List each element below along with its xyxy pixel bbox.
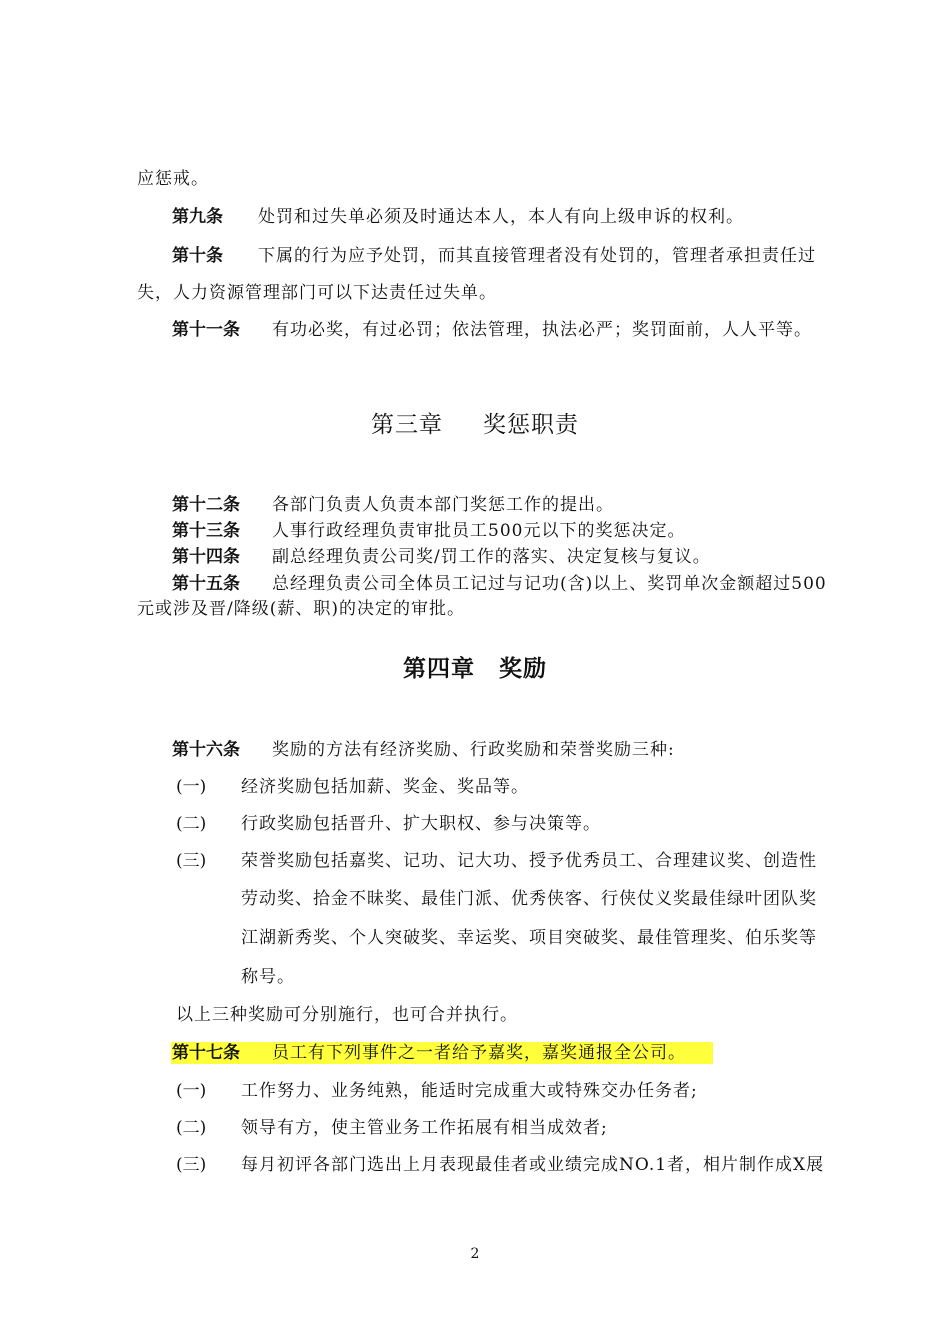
item-number: (一)	[176, 777, 207, 797]
article-label: 第十五条	[172, 574, 240, 594]
article-label: 第十四条	[172, 547, 240, 567]
article-text: 员工有下列事件之一者给予嘉奖，嘉奖通报全公司。	[272, 1043, 686, 1063]
article-label: 第十七条	[172, 1043, 240, 1063]
item-text: 经济奖励包括加薪、奖金、奖品等。	[241, 777, 529, 797]
item-text: 每月初评各部门选出上月表现最佳者或业绩完成NO.1者，相片制作成X展	[241, 1155, 825, 1175]
article-label: 第十条	[172, 246, 223, 266]
article-label: 第十六条	[172, 740, 240, 760]
article-label: 第九条	[172, 207, 223, 227]
item-text: 江湖新秀奖、个人突破奖、幸运奖、项目突破奖、最佳管理奖、伯乐奖等	[241, 928, 817, 948]
article-text: 处罚和过失单必须及时通达本人，本人有向上级申诉的权利。	[258, 207, 744, 227]
article-text-cont: 失，人力资源管理部门可以下达责任过失单。	[137, 283, 497, 303]
chapter-3-heading	[0, 410, 950, 440]
article-label: 第十三条	[172, 521, 240, 541]
chapter-name: 奖惩职责	[483, 412, 579, 438]
chapter-number: 第三章	[371, 412, 443, 438]
item-number: (一)	[176, 1081, 207, 1101]
article-label: 第十二条	[172, 495, 240, 515]
item-text: 荣誉奖励包括嘉奖、记功、记大功、授予优秀员工、合理建议奖、创造性	[241, 851, 817, 871]
chapter-4-heading	[0, 654, 950, 684]
item-number: (三)	[176, 851, 207, 871]
article-text: 奖励的方法有经济奖励、行政奖励和荣誉奖励三种:	[272, 740, 675, 760]
article-label: 第十一条	[172, 320, 240, 340]
page-number: 2	[470, 1246, 480, 1262]
chapter-name: 奖励	[499, 656, 547, 682]
note-text: 以上三种奖励可分别施行，也可合并执行。	[176, 1005, 518, 1025]
item-text: 工作努力、业务纯熟，能适时完成重大或特殊交办任务者;	[241, 1081, 698, 1101]
item-text: 行政奖励包括晋升、扩大职权、参与决策等。	[241, 814, 601, 834]
continuation-text: 应惩戒。	[137, 169, 209, 189]
item-text: 劳动奖、拾金不昧奖、最佳门派、优秀侠客、行侠仗义奖最佳绿叶团队奖	[241, 889, 817, 909]
item-number: (三)	[176, 1155, 207, 1175]
item-text: 领导有方，使主管业务工作拓展有相当成效者;	[241, 1118, 608, 1138]
article-text: 各部门负责人负责本部门奖惩工作的提出。	[272, 495, 614, 515]
article-text: 有功必奖，有过必罚；依法管理，执法必严；奖罚面前，人人平等。	[272, 320, 812, 340]
article-text: 总经理负责公司全体员工记过与记功(含)以上、奖罚单次金额超过500	[272, 574, 827, 594]
article-text: 人事行政经理负责审批员工500元以下的奖惩决定。	[272, 521, 686, 541]
item-number: (二)	[176, 814, 207, 834]
article-text: 副总经理负责公司奖/罚工作的落实、决定复核与复议。	[272, 547, 711, 567]
article-text: 下属的行为应予处罚，而其直接管理者没有处罚的，管理者承担责任过	[258, 246, 816, 266]
chapter-number: 第四章	[403, 656, 475, 682]
item-text: 称号。	[241, 967, 295, 987]
article-text-cont: 元或涉及晋/降级(薪、职)的决定的审批。	[137, 599, 465, 619]
item-number: (二)	[176, 1118, 207, 1138]
